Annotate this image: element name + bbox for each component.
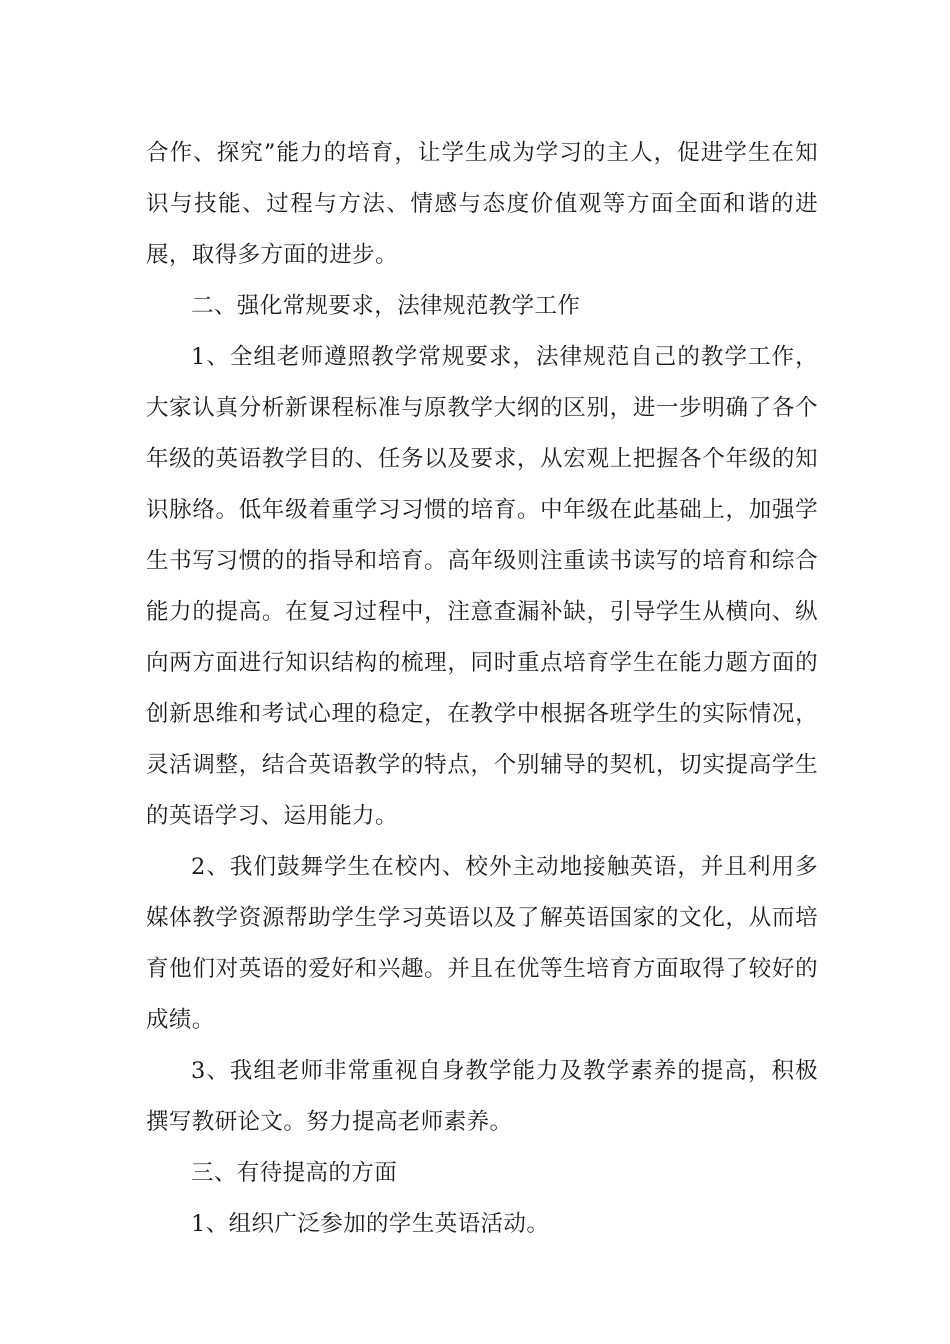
paragraph-item-4: 1、组织广泛参加的学生英语活动。 — [191, 1211, 550, 1237]
paragraph-item-1: 1、全组老师遵照教学常规要求，法律规范自己的教学工作，大家认真分析新课程标准与原教学大纲的区别，进一步明确了各个年级的英语教学目的、任务以及要求，从宏观上把握各个年级的知识脉络。低年级着重学习习惯的培育。中年级在此基础上，加强学生书写习惯的的指导和培育。高年级则注重读书读写的培育和综合能力的提高。在复习过程中，注意查漏补缺，引导学生从横向、纵向两方面进行知识结构的梳理，同时重点培育学生在能力题方面的创新思维和考试心理的稳定，在教学中根据各班学生的实际情况，灵活调整，结合英语教学的特点，个别辅导的契机，切实提高学生的英语学习、运用能力。 — [146, 344, 818, 829]
document-body — [146, 128, 818, 1250]
paragraph-item-2: 2、我们鼓舞学生在校内、校外主动地接触英语，并且利用多媒体教学资源帮助学生学习英语以及了解英语国家的文化，从而培育他们对英语的爱好和兴趣。并且在优等生培育方面取得了较好的成绩。 — [146, 854, 818, 1033]
section-heading-3: 三、有待提高的方面 — [191, 1160, 398, 1186]
paragraph-item-3: 3、我组老师非常重视自身教学能力及教学素养的提高，积极撰写教研论文。努力提高老师素养。 — [146, 1058, 818, 1135]
continuation-paragraph: 合作、探究”能力的培育，让学生成为学习的主人，促进学生在知识与技能、过程与方法、情感与态度价值观等方面全面和谐的进展，取得多方面的进步。 — [146, 140, 818, 268]
section-heading-2: 二、强化常规要求，法律规范教学工作 — [191, 293, 581, 319]
